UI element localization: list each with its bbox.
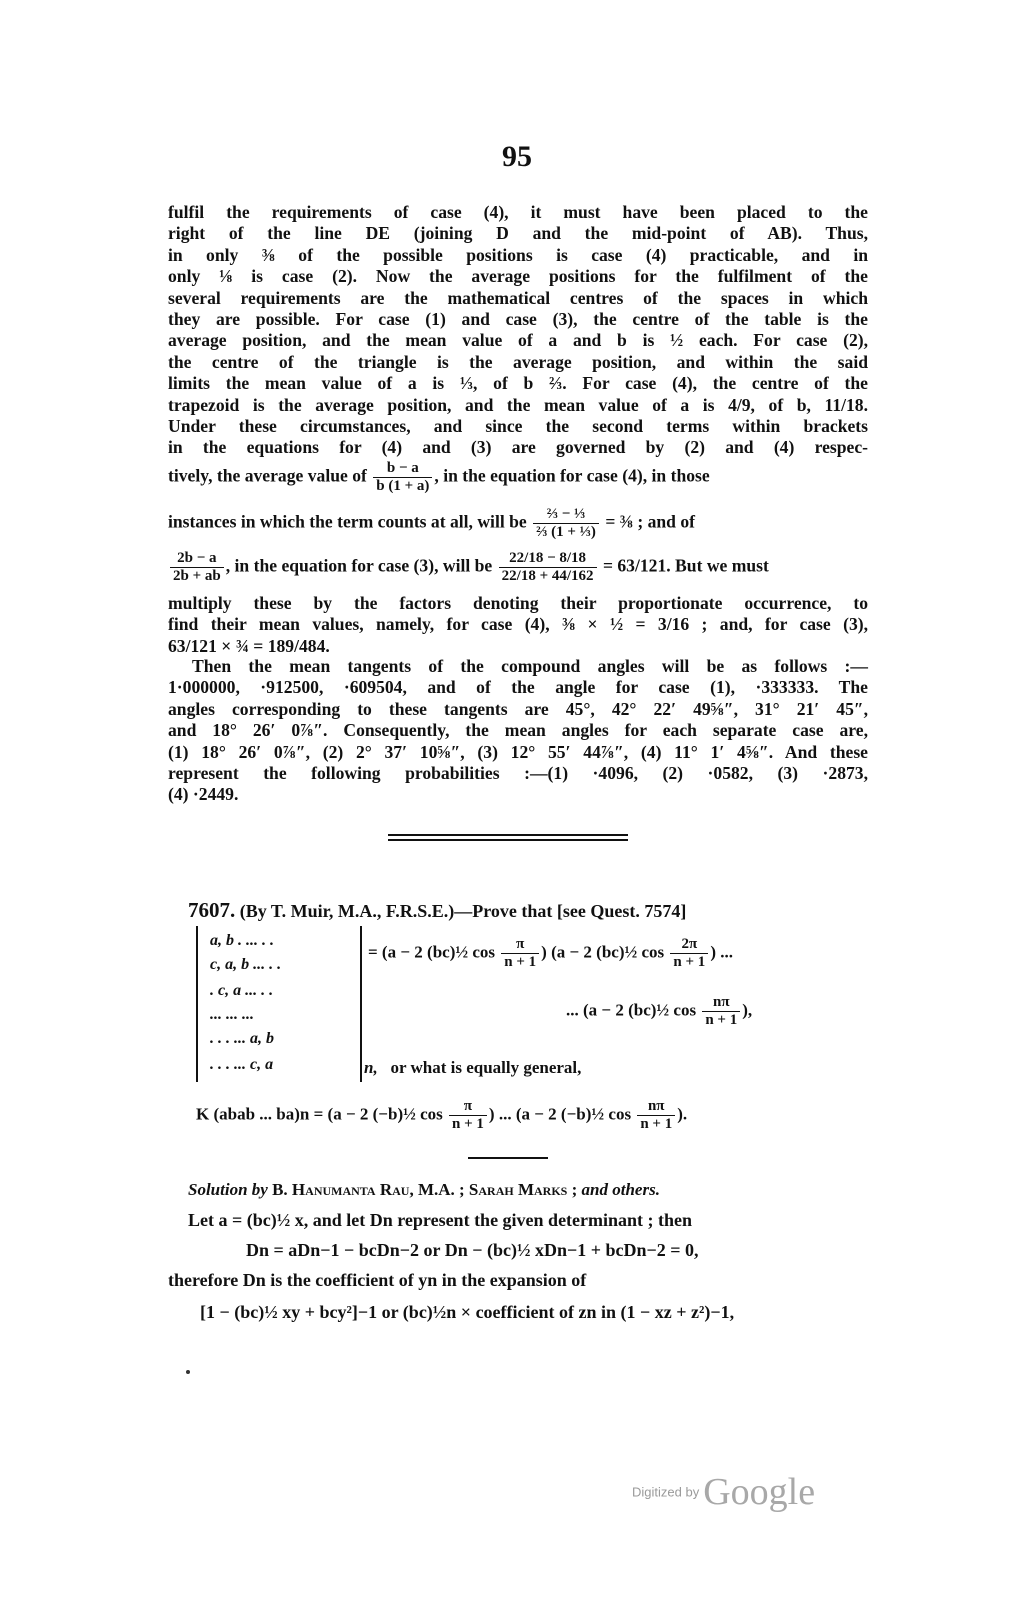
line-tively: tively, the average value of $\frac{b - a}{b (1 + a)}$ , in the equation for case (4), in those [168,460,710,494]
text-line: limits the mean value of a is ⅓, of b ⅔. For case (4), the centre of the [168,373,868,394]
equation-rhs-1: = (a − 2 (bc)½ cos $\frac{\pi}{n + 1}$ ) (a − 2 (bc)½ cos $\frac{2\pi}{n + 1}$ ) ... [368,936,733,970]
solution-line: Dn = aDn−1 − bcDn−2 or Dn − (bc)½ xDn−1 + bcDn−2 = 0, [246,1240,699,1260]
fraction-case3: $\frac{22/18 - 8/18}{22/18 + 44/162}$ [499,550,597,585]
det-row: ... ... ... [210,1006,254,1023]
det-row: c, a, b ... . . [210,956,282,973]
det-row: . . . ... a, b [210,1030,274,1047]
text-line: find their mean values, namely, for case (4), ⅜ × ½ = 3/16 ; and, for case (3), [168,614,868,635]
determinant [196,926,362,1082]
text-line: multiply these by the factors denoting their proportionate occurrence, to [168,593,868,613]
line-2b: $\frac{2b - a}{2b + ab}$ , in the equation for case (3), will be $\frac{22/18 - 8/18}{22/18 + 44/162}$ = 63/121. But we must [168,550,868,585]
text-line: fulfil the requirements of case (4), it must have been placed to the [168,202,868,222]
ink-dot [186,1370,190,1374]
text-line: represent the following probabilities :—(1) ·4096, (2) ·0582, (3) ·2873, [168,763,868,784]
text-line: only ⅛ is case (2). Now the average positions for the fulfilment of the [168,266,868,287]
text-line: 63/121 × ¾ = 189/484. [168,635,330,656]
text-line: average position, and the mean value of a and b is ½ each. For case (2), [168,330,868,351]
text-line: the centre of the triangle is the average position, and within the said [168,351,868,372]
section-divider [388,839,628,841]
text-line: 1·000000, ·912500, ·609504, and of the angle for case (1), ·333333. The [168,677,868,698]
section-divider [388,834,628,836]
paragraph-main [168,202,868,459]
paragraph-multiply [168,593,868,657]
text-line: several requirements are the mathematical centres of the spaces in which [168,287,868,308]
solution-line: Let a = (bc)½ x, and let Dn represent the given determinant ; then [188,1210,693,1230]
text-line: (1) 18° 26′ 0⅞″, (2) 2° 37′ 10⅝″, (3) 12° 55′ 44⅞″, (4) 11° 1′ 4⅝″. And these [168,741,868,762]
equally-general: n, or what is equally general, [364,1058,582,1077]
question-number: 7607. [188,898,236,922]
short-divider [468,1157,548,1159]
text-line: (4) ·2449. [168,784,239,805]
fraction-2b: $\frac{2b - a}{2b + ab}$ [170,550,224,585]
question-text: (By T. Muir, M.A., F.R.S.E.)—Prove that [see Quest. 7574] [239,901,687,921]
solution-line: [1 − (bc)½ xy + bcy²]−1 or (bc)½n × coefficient of zn in (1 − xz + z²)−1, [200,1302,735,1322]
line-instances: instances in which the term counts at all, will be $\frac{\text{⅔ − ⅓}}{\text{⅔ (1 + ⅓)}}$ = ⅜ ; and of [168,506,696,540]
google-logo: Google [703,1471,816,1513]
page-number: 95 [502,140,532,173]
question-header [188,898,868,923]
equation-k: K (abab ... ba)n = (a − 2 (−b)½ cos $\frac{\pi}{n + 1}$ ) ... (a − 2 (−b)½ cos $\frac{n\pi}{n + 1}$ ). [196,1098,688,1132]
equation-rhs-2: ... (a − 2 (bc)½ cos $\frac{n\pi}{n + 1}$ ), [566,994,753,1028]
text-line: angles corresponding to these tangents are 45°, 42° 22′ 49⅝″, 31° 21′ 45″, [168,698,868,719]
solution-header: Solution by B. Hanumanta Rau, M.A. ; Sarah Marks ; and others. [188,1180,660,1199]
text-line: in only ⅜ of the possible positions is case (4) practicable, and in [168,244,868,265]
det-row: a, b . ... . . [210,932,274,949]
text-line: they are possible. For case (1) and case (3), the centre of the table is the [168,309,868,330]
fraction-instances: $\frac{\text{⅔ − ⅓}}{\text{⅔ (1 + ⅓)}}$ [533,506,599,541]
text-line: Then the mean tangents of the compound angles will be as follows :— [192,656,868,676]
text-line: in the equations for (4) and (3) are governed by (2) and (4) respec- [168,437,868,458]
det-row: . . . ... c, a [210,1056,274,1073]
solution-line: therefore Dn is the coefficient of yn in the expansion of [168,1270,587,1290]
text-line: right of the line DE (joining D and the mid-point of AB). Thus, [168,223,868,244]
text-line: trapezoid is the average position, and the mean value of a is 4/9, of b, 11/18. [168,394,868,415]
det-row: . c, a ... . . [210,982,274,999]
digitized-watermark: Digitized by Google [632,1471,816,1513]
text-line: Under these circumstances, and since the second terms within brackets [168,416,868,437]
paragraph-tangents [168,656,868,806]
text-line: and 18° 26′ 0⅞″. Consequently, the mean angles for each separate case are, [168,720,868,741]
fraction-b-minus-a: $\frac{b - a}{b (1 + a)}$ [373,460,432,495]
